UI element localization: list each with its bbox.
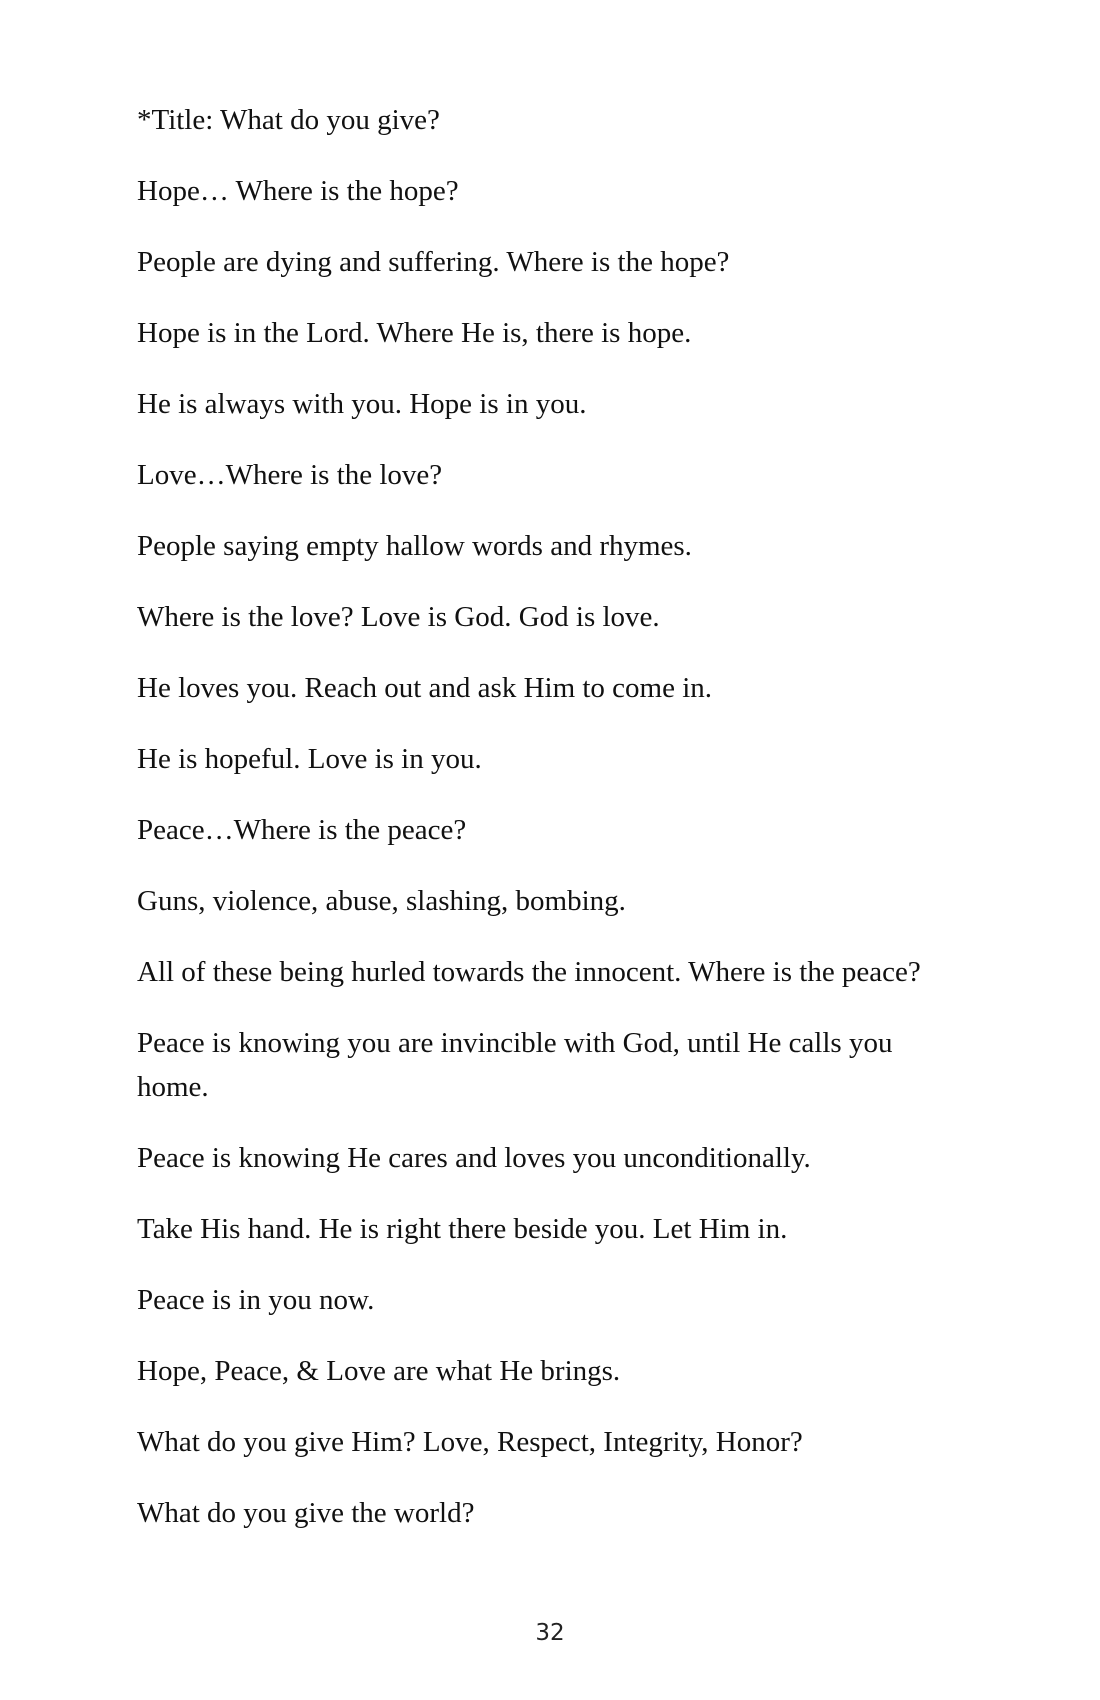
poem-line: Peace is knowing you are invincible with God, until He calls you home. bbox=[137, 1027, 893, 1103]
poem-line: Hope… Where is the hope? bbox=[137, 175, 459, 207]
poem-line: Take His hand. He is right there beside you. Let Him in. bbox=[137, 1213, 788, 1245]
poem-line: People are dying and suffering. Where is the hope? bbox=[137, 246, 730, 278]
poem-title: *Title: What do you give? bbox=[137, 104, 440, 136]
poem-line: Peace…Where is the peace? bbox=[137, 814, 467, 846]
poem-line: Hope is in the Lord. Where He is, there is hope. bbox=[137, 317, 692, 349]
poem-line: All of these being hurled towards the innocent. Where is the peace? bbox=[137, 956, 921, 988]
poem-line: Guns, violence, abuse, slashing, bombing. bbox=[137, 885, 626, 917]
poem-body bbox=[137, 98, 967, 1562]
poem-line: He loves you. Reach out and ask Him to come in. bbox=[137, 672, 713, 704]
page-number: 32 bbox=[535, 1620, 565, 1646]
poem-line: What do you give the world? bbox=[137, 1497, 475, 1529]
poem-line: Peace is knowing He cares and loves you unconditionally. bbox=[137, 1142, 811, 1174]
poem-line: He is always with you. Hope is in you. bbox=[137, 388, 587, 420]
poem-line: Where is the love? Love is God. God is love. bbox=[137, 601, 660, 633]
poem-line: Hope, Peace, & Love are what He brings. bbox=[137, 1355, 621, 1387]
poem-line: What do you give Him? Love, Respect, Integrity, Honor? bbox=[137, 1426, 803, 1458]
poem-line: Peace is in you now. bbox=[137, 1284, 375, 1316]
poem-line: People saying empty hallow words and rhymes. bbox=[137, 530, 692, 562]
poem-line: Love…Where is the love? bbox=[137, 459, 443, 491]
poem-line: He is hopeful. Love is in you. bbox=[137, 743, 482, 775]
